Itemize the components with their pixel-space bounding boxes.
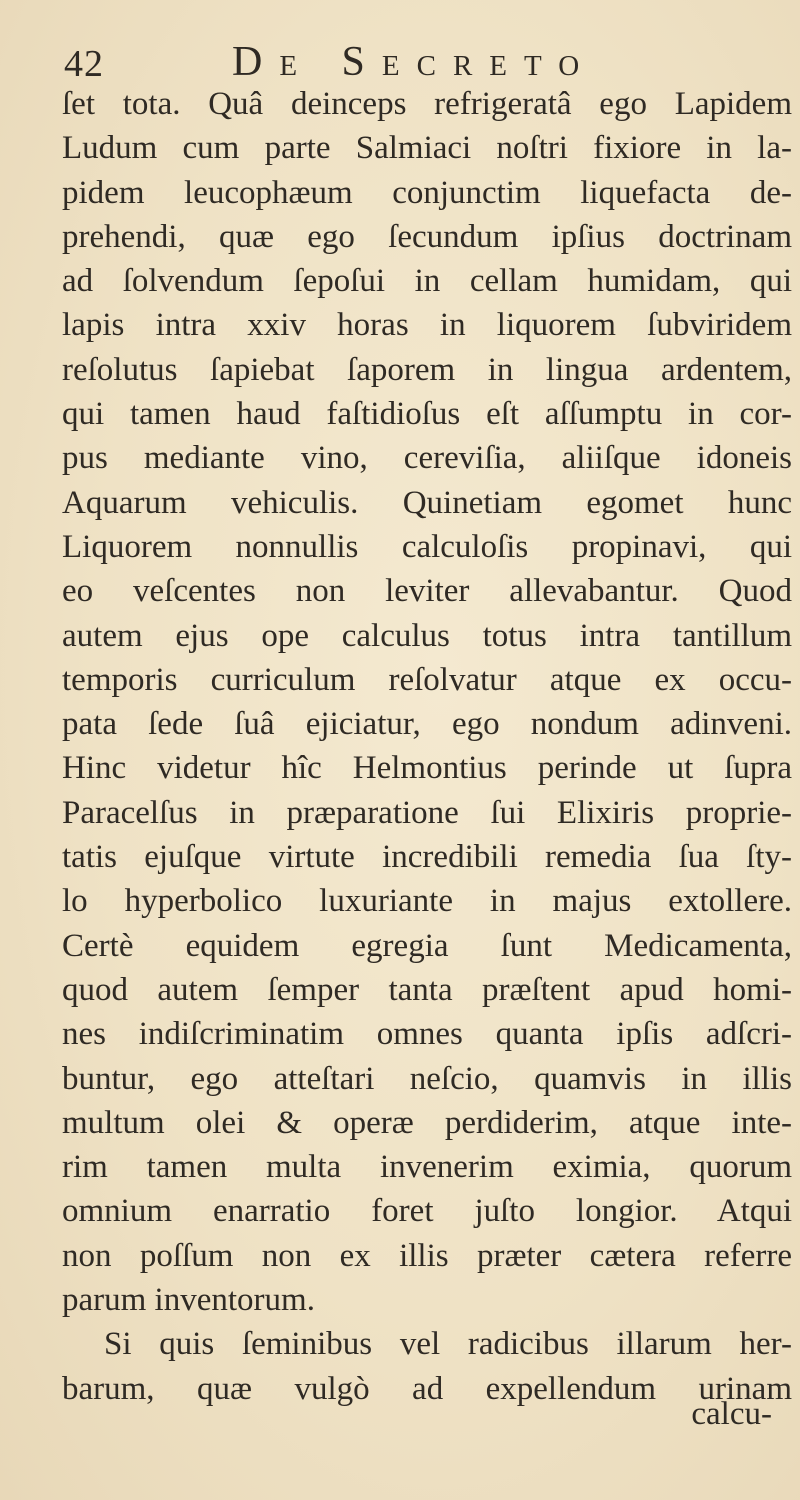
text-line: multum olei & operæ perdiderim, atque inte- [62,1104,792,1141]
text-line: Aquarum vehiculis. Quinetiam egomet hunc [62,484,792,521]
text-line: lapis intra xxiv horas in liquorem ſubviridem [62,307,792,344]
text-line: non poſſum non ex illis præter cætera referre [62,1237,792,1274]
text-line: ſet tota. Quâ deinceps refrigeratâ ego Lapidem [62,86,792,122]
text-line: nes indiſcriminatim omnes quanta ipſis adſcri- [62,1016,792,1053]
text-line: pata ſede ſuâ ejiciatur, ego nondum adinveni. [62,706,792,743]
text-line: Si quis ſeminibus vel radicibus illarum her- [104,1326,792,1363]
text-line: ad ſolvendum ſepoſui in cellam humidam, qui [62,263,792,300]
text-line: tatis ejuſque virtute incredibili remedia ſua ſty- [62,839,792,876]
text-line: Certè equidem egregia ſunt Medicamenta, [62,927,792,964]
text-line: rim tamen multa invenerim eximia, quorum [62,1149,792,1186]
text-line: buntur, ego atteſtari neſcio, quamvis in illis [62,1060,792,1097]
text-line: omnium enarratio foret juſto longior. Atqui [62,1193,792,1230]
text-line: pidem leucophæum conjunctim liquefacta de- [62,174,792,211]
text-line: reſolutus ſapiebat ſaporem in lingua ardentem, [62,351,792,388]
body-text [62,82,792,1411]
text-line: temporis curriculum reſolvatur atque ex occu- [62,661,792,698]
text-line: Ludum cum parte Salmiaci noſtri fixiore in la- [62,130,792,167]
text-line: quod autem ſemper tanta præſtent apud homi- [62,971,792,1008]
text-line: barum, quæ vulgò ad expellendum urinam [62,1370,792,1407]
text-line: Hinc videtur hîc Helmontius perinde ut ſupra [62,750,792,787]
catchword: calcu- [691,1396,772,1432]
text-line: Liquorem nonnullis calculoſis propinavi, qui [62,528,792,565]
page-number: 42 [64,43,104,85]
text-line: autem ejus ope calculus totus intra tantillum [62,617,792,654]
text-line: eo veſcentes non leviter allevabantur. Quod [62,573,792,610]
text-line: pus mediante vino, cereviſia, aliiſque idoneis [62,440,792,477]
text-line: lo hyperbolico luxuriante in majus extollere. [62,883,792,920]
text-line: prehendi, quæ ego ſecundum ipſius doctrinam [62,218,792,255]
text-line: Paracelſus in præparatione ſui Elixiris proprie- [62,794,792,831]
text-line: qui tamen haud faſtidioſus eſt aſſumptu in cor- [62,396,792,433]
running-title: De Secreto [232,39,597,85]
text-line: parum inventorum. [62,1282,315,1319]
